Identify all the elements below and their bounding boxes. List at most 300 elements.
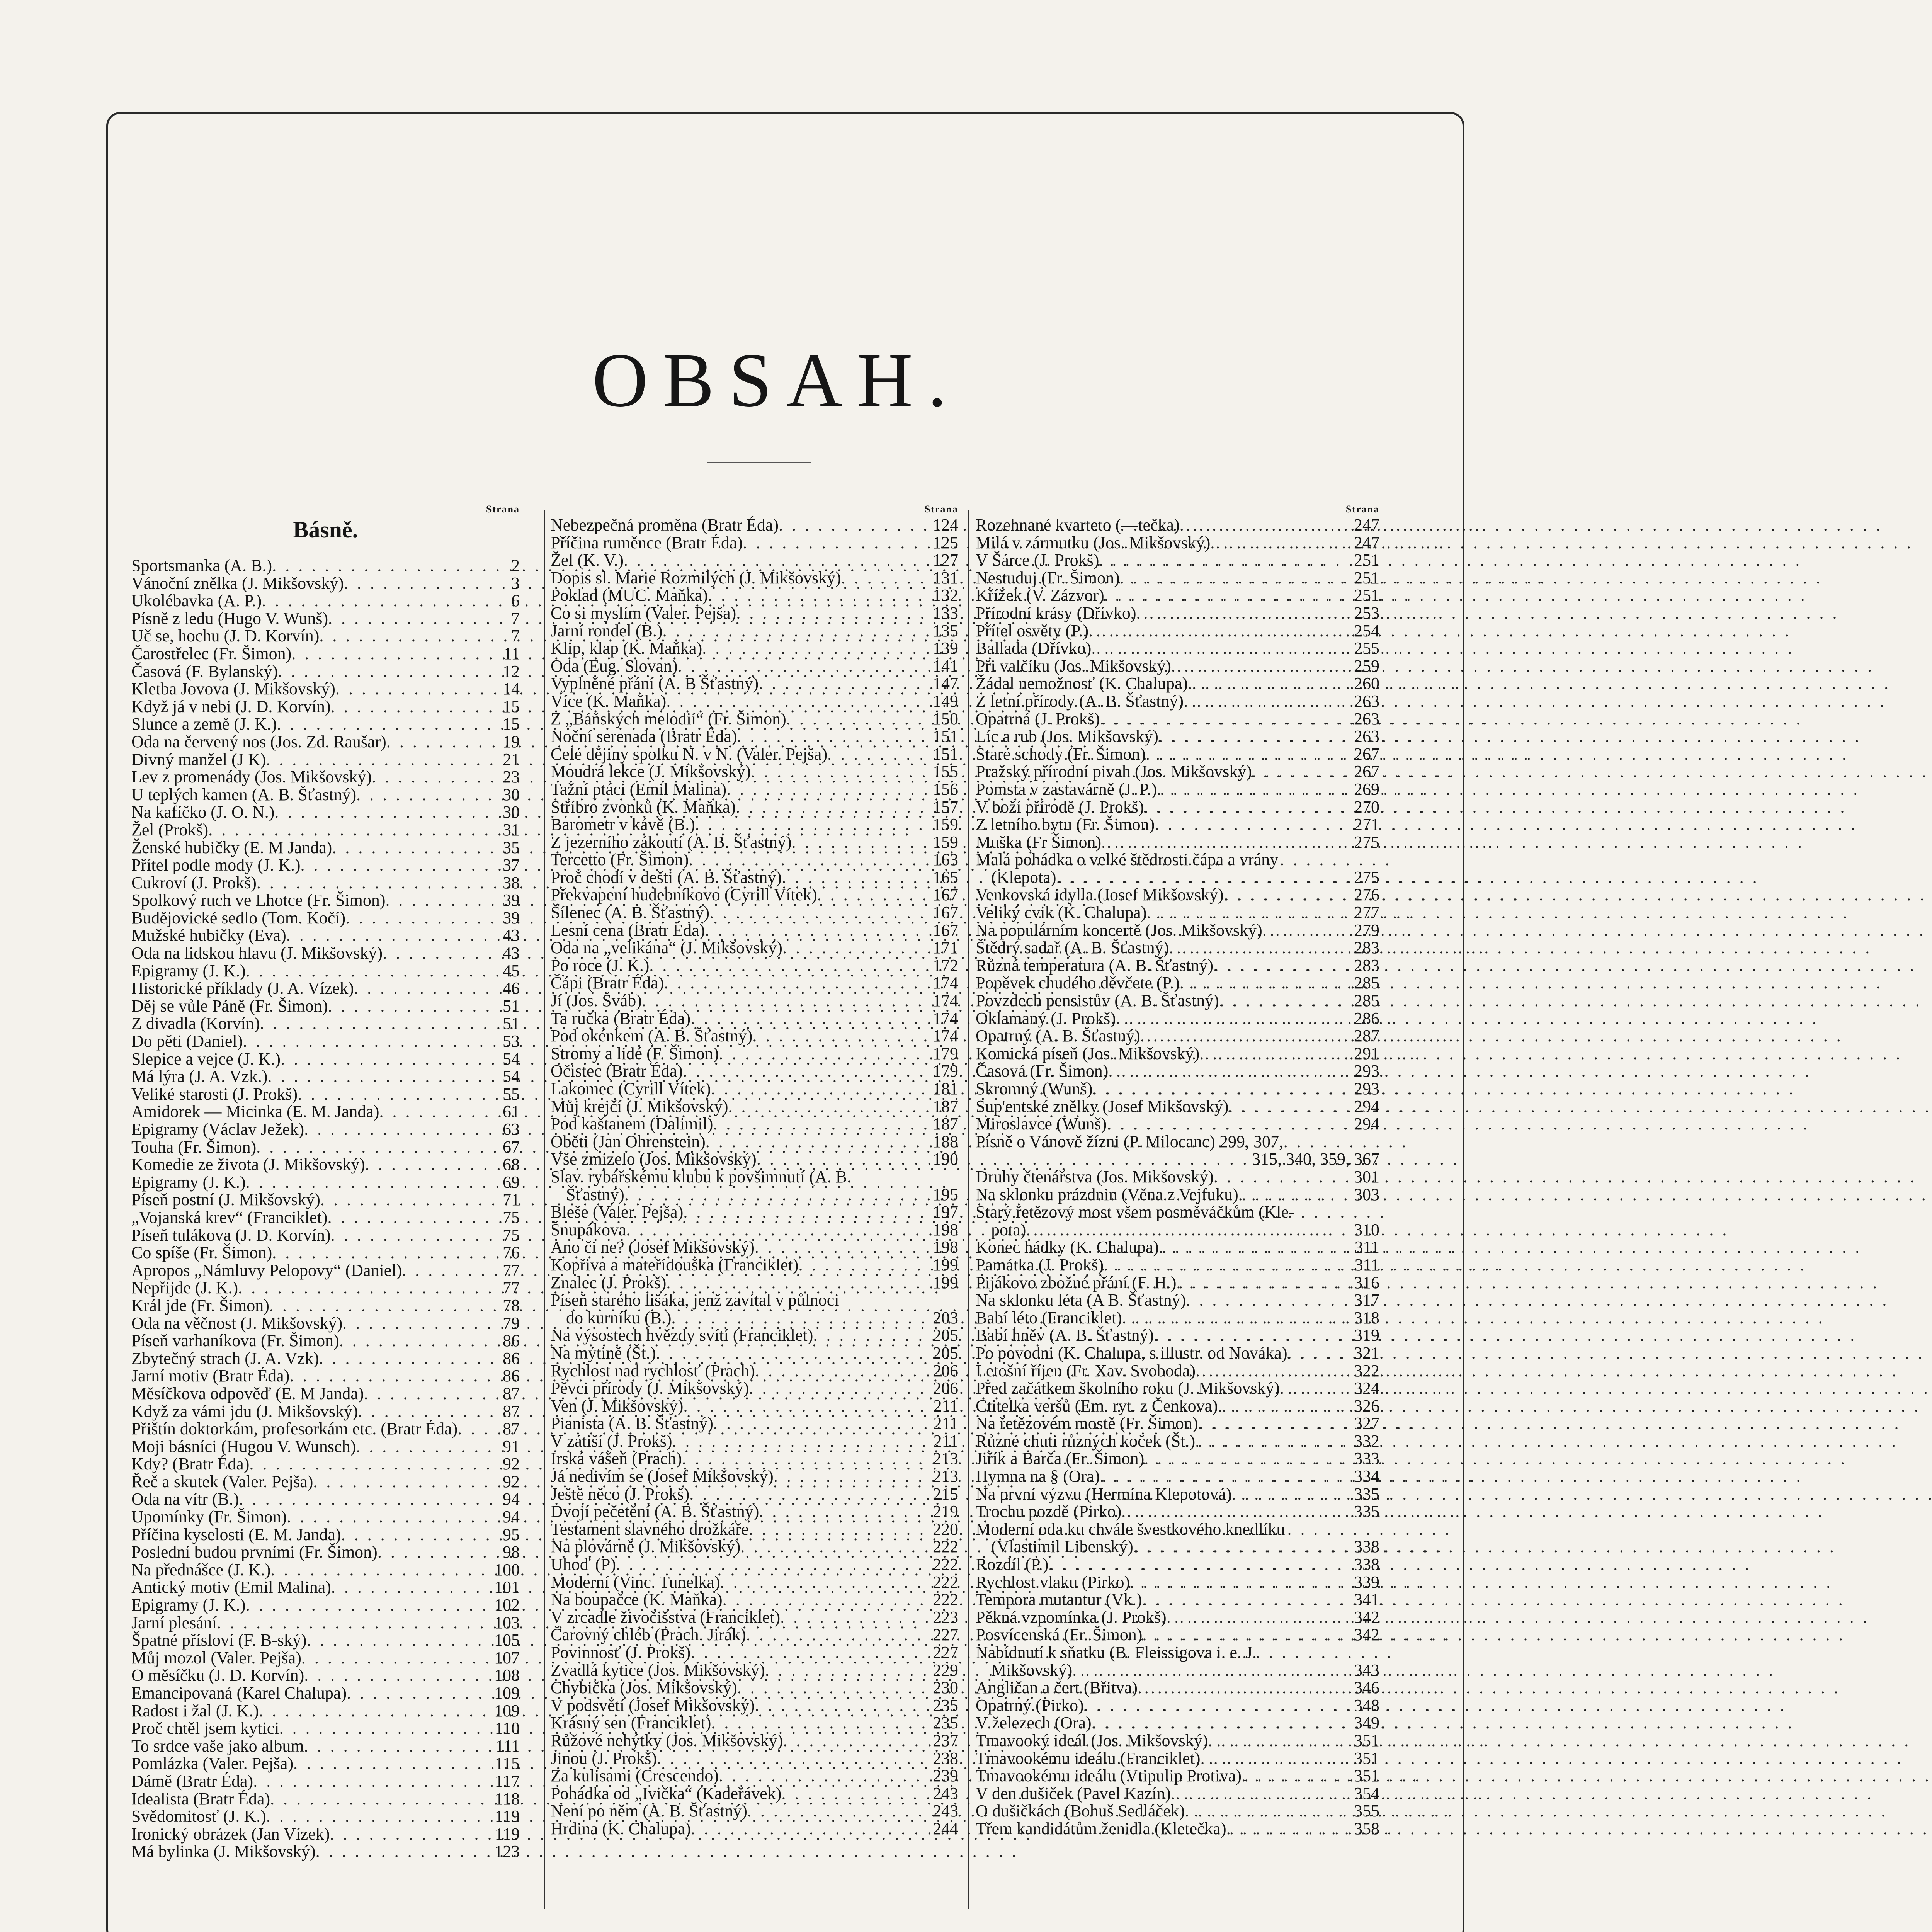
toc-entry-title: Na řetězovém mostě (Fr. Šimon) <box>976 1414 1198 1433</box>
toc-entry <box>131 1667 520 1684</box>
dot-leader <box>1280 1379 1352 1397</box>
toc-entry-title: Popěvek chudého děvčete (P.) <box>976 973 1180 993</box>
toc-entry-page: 255 <box>1354 639 1379 658</box>
toc-entry-page: 279 <box>1354 920 1379 940</box>
toc-entry-page: 61 <box>503 1102 520 1121</box>
toc-entry <box>131 803 520 821</box>
toc-entry <box>551 1415 958 1432</box>
toc-entry-page: 174 <box>933 973 958 993</box>
toc-entry <box>551 1045 958 1063</box>
toc-entry-page: 199 <box>933 1273 958 1292</box>
toc-entry-page: 108 <box>494 1666 520 1685</box>
toc-entry-title: Starý řetězový most všem posměváčkům (Kle- <box>976 1202 1294 1222</box>
toc-entry-title: Skromný (Wunš) <box>976 1079 1093 1098</box>
toc-entry-title: Kopřiva a mateřídouška (Franciklet) <box>551 1255 799 1274</box>
toc-entry-page: 151 <box>933 744 958 764</box>
dot-leader <box>358 1403 500 1420</box>
toc-entry <box>551 1291 958 1309</box>
toc-entry-page: 19 <box>503 732 520 751</box>
dot-leader <box>1154 1327 1352 1344</box>
toc-entry-page: 118 <box>495 1789 520 1808</box>
toc-entry-title: Šílenec (A. B. Šťastný) <box>551 903 710 922</box>
dot-leader <box>749 1379 930 1397</box>
toc-entry-title: Hymna na § (Ora) <box>976 1467 1100 1486</box>
toc-entry-page: 87 <box>503 1401 520 1421</box>
dot-leader <box>293 1755 493 1772</box>
dot-leader <box>287 1508 500 1526</box>
toc-entry <box>551 1626 958 1644</box>
dot-leader <box>624 551 930 569</box>
toc-entry <box>976 1344 1379 1362</box>
toc-entry-page: 87 <box>503 1384 520 1403</box>
dot-leader <box>356 786 500 804</box>
toc-entry <box>976 1609 1379 1626</box>
toc-entry <box>131 1156 520 1173</box>
dot-leader <box>266 751 500 769</box>
toc-entry-page: 324 <box>1354 1379 1379 1398</box>
toc-entry-page: 141 <box>933 656 958 675</box>
toc-entry <box>131 1050 520 1068</box>
toc-entry <box>131 786 520 804</box>
toc-entry-page: 195 <box>933 1185 958 1204</box>
toc-entry <box>131 1596 520 1614</box>
dot-leader <box>281 1050 500 1068</box>
toc-entry-title: Kdy? (Bratr Éda) <box>131 1454 250 1474</box>
toc-entry-page: 115 <box>495 1754 520 1773</box>
dot-leader <box>783 1732 930 1750</box>
toc-entry-title: Ballada (Dřívko) <box>976 639 1092 658</box>
toc-entry-page: 45 <box>503 961 520 980</box>
toc-entry <box>976 939 1379 957</box>
dot-leader <box>1104 587 1352 604</box>
toc-entry-page: 219 <box>933 1502 958 1521</box>
dot-leader <box>841 569 930 587</box>
toc-entry-title: Není po něm (A. B. Šťastný) <box>551 1801 747 1821</box>
toc-entry-title: Píseň starého lišáka, jenž zavítal v půlnoci <box>551 1291 839 1310</box>
toc-entry-page: 11 <box>503 644 520 663</box>
page-column-header: Strana <box>486 503 520 515</box>
toc-entry <box>131 1315 520 1332</box>
toc-entry <box>976 1732 1379 1750</box>
dot-leader <box>711 1080 930 1098</box>
toc-list <box>976 516 1379 1838</box>
toc-entry-page: 54 <box>503 1049 520 1068</box>
toc-entry <box>131 1297 520 1315</box>
toc-entry-page: 94 <box>503 1507 520 1527</box>
toc-entry-title: Když za vámi jdu (J. Mikšovský) <box>131 1401 358 1421</box>
toc-entry-page: 3 <box>511 573 520 593</box>
toc-entry-title: Oda na „velikána“ (J. Mikšovský) <box>551 938 782 957</box>
toc-entry-page: 167 <box>933 920 958 940</box>
toc-entry-title: Radost i žal (J. K.) <box>131 1701 259 1720</box>
toc-entry <box>976 534 1379 552</box>
toc-entry-title: Jí (Jos. Šváb) <box>551 991 642 1010</box>
dot-leader <box>1199 1045 1352 1063</box>
dot-leader <box>328 610 509 628</box>
dot-leader <box>720 1573 930 1591</box>
toc-entry-title: Z letní přírody (A. B. Šťastný) <box>976 691 1184 711</box>
dot-leader <box>1088 622 1352 640</box>
toc-entry <box>131 1226 520 1244</box>
toc-entry-page: 78 <box>503 1296 520 1315</box>
toc-entry-page: 259 <box>1354 656 1379 675</box>
dot-leader <box>1144 798 1352 816</box>
toc-column-3 <box>976 502 1379 1909</box>
toc-entry-page: 244 <box>933 1819 958 1838</box>
toc-entry <box>551 1115 958 1133</box>
toc-entry-title: Posvícenská (Fr. Šimon) <box>976 1625 1143 1645</box>
toc-entry-page: 334 <box>1354 1467 1379 1486</box>
toc-entry <box>131 663 520 680</box>
toc-entry <box>551 1379 958 1397</box>
toc-entry-page: 342 <box>1354 1625 1379 1645</box>
dot-leader <box>246 962 500 980</box>
toc-entry <box>551 1098 958 1116</box>
dot-leader <box>286 927 500 944</box>
toc-entry-page: 174 <box>933 1026 958 1046</box>
dot-leader <box>316 1843 492 1861</box>
toc-entry <box>131 1121 520 1138</box>
dot-leader <box>386 891 501 909</box>
page-column-header: Strana <box>924 503 958 515</box>
toc-entry <box>976 904 1379 922</box>
toc-entry-title: Malá pohádka o velké štědrosti čápa a vrány <box>976 850 1279 869</box>
toc-list <box>551 516 958 1838</box>
toc-entry <box>131 715 520 733</box>
toc-entry <box>131 874 520 892</box>
toc-entry-page: 263 <box>1354 709 1379 728</box>
toc-entry-title: Touha (Fr. Šimon) <box>131 1137 257 1156</box>
toc-entry-title: Moderní (Vinc. Tunelka) <box>551 1572 720 1592</box>
toc-entry <box>131 1332 520 1350</box>
toc-entry-page: 119 <box>495 1807 520 1826</box>
toc-entry-page: 235 <box>933 1713 958 1733</box>
toc-entry <box>551 1344 958 1362</box>
toc-entry-title: Na mýtině (Št.) <box>551 1343 656 1362</box>
dot-leader <box>301 856 500 874</box>
toc-entry <box>551 1750 958 1767</box>
toc-entry-title: Moji básníci (Hugou V. Wunsch) <box>131 1437 356 1456</box>
toc-entry-page: 92 <box>503 1454 520 1474</box>
toc-entry-page: 6 <box>511 591 520 611</box>
toc-entry-page: 197 <box>933 1202 958 1222</box>
toc-entry <box>976 1098 1379 1116</box>
toc-entry-title: Angličan a čert (Břitva) <box>976 1678 1138 1697</box>
toc-entry-page: 131 <box>933 568 958 587</box>
toc-entry-page: 46 <box>503 979 520 998</box>
toc-entry-title: Muška (Fr Šimon) <box>976 832 1102 852</box>
dot-leader <box>249 1455 500 1473</box>
toc-entry <box>976 1256 1379 1274</box>
toc-entry-title: Co si myslím (Valer. Pejša) <box>551 603 736 622</box>
toc-entry-page: 167 <box>933 903 958 922</box>
toc-entry <box>551 1450 958 1468</box>
dot-leader <box>827 745 930 763</box>
dot-leader <box>779 516 930 534</box>
toc-column-2 <box>551 502 958 1909</box>
dot-leader <box>1100 1468 1352 1485</box>
dot-leader <box>383 944 500 962</box>
toc-entry-page: 77 <box>503 1260 520 1280</box>
toc-entry <box>551 1238 958 1256</box>
dot-leader <box>301 1649 492 1667</box>
toc-entry-title: Nestuduj (Fr. Šimon) <box>976 568 1120 587</box>
dot-leader <box>757 1150 930 1168</box>
toc-entry <box>131 1244 520 1262</box>
toc-entry-page: 327 <box>1354 1414 1379 1433</box>
toc-entry <box>131 1279 520 1297</box>
dot-leader <box>1091 639 1352 657</box>
toc-entry-page: 332 <box>1354 1431 1379 1451</box>
dot-leader <box>272 1244 500 1262</box>
dot-leader <box>749 1520 931 1538</box>
toc-entry-page: 54 <box>503 1067 520 1086</box>
toc-entry-title: Oda na lidskou hlavu (J. Mikšovský) <box>131 944 383 963</box>
dot-leader <box>291 645 501 663</box>
toc-entry-title: Znalec (J. Prokš) <box>551 1273 667 1292</box>
toc-entry-title: V železech (Ora) <box>976 1713 1092 1733</box>
dot-leader <box>1120 569 1352 587</box>
toc-entry-page: 7 <box>511 609 520 628</box>
page-column-header: Strana <box>1345 503 1379 515</box>
dot-leader <box>354 980 500 997</box>
toc-entry-title: Pražský přírodní pivah (Jos. Mikšovský) <box>976 762 1252 781</box>
dot-leader <box>335 680 500 698</box>
toc-entry-page: 125 <box>933 533 958 552</box>
toc-entry-title: Mikšovský) <box>991 1660 1073 1680</box>
toc-entry-title: Po roce (J. K.) <box>551 956 650 975</box>
toc-entry-title: Oda (Eug. Slovan) <box>551 656 678 675</box>
toc-entry-page: 222 <box>933 1555 958 1574</box>
dot-leader <box>780 1609 930 1626</box>
dot-leader <box>1228 1098 1352 1116</box>
dot-leader <box>1136 604 1352 622</box>
toc-entry-title: Krásný sen (Franciklet) <box>551 1713 711 1733</box>
dot-leader <box>1140 1027 1352 1045</box>
toc-entry <box>976 622 1379 640</box>
toc-entry <box>131 1438 520 1456</box>
dot-leader <box>1219 992 1352 1010</box>
toc-entry-title: Stromy a lidé (F. Šimon) <box>551 1044 719 1063</box>
dot-leader <box>256 1138 500 1156</box>
toc-entry <box>551 569 958 587</box>
dot-leader <box>683 1397 931 1415</box>
toc-entry <box>131 733 520 751</box>
toc-entry-title: Ven (J. Mikšovský) <box>551 1396 684 1415</box>
toc-entry <box>551 1274 958 1292</box>
toc-entry-title: Slav. rybářskému klubu k povšimnutí (A. B. <box>551 1167 852 1186</box>
dot-leader <box>1196 1362 1352 1380</box>
dot-leader <box>624 1186 930 1204</box>
toc-entry <box>976 1133 1379 1151</box>
toc-entry-title: Řeč a skutek (Valer. Pejša) <box>131 1472 313 1491</box>
toc-entry-title: Příčina kyselosti (E. M. Janda) <box>131 1525 341 1544</box>
dot-leader <box>262 592 509 610</box>
toc-entry-title: Antický motiv (Emil Malina) <box>131 1578 331 1597</box>
toc-entry-title: Příčina ruměnce (Bratr Éda) <box>551 533 743 552</box>
dot-leader <box>344 575 509 592</box>
toc-entry <box>131 1209 520 1226</box>
dot-leader <box>1208 1732 1352 1750</box>
toc-entry <box>976 1591 1379 1609</box>
toc-entry <box>976 1485 1379 1503</box>
dot-leader <box>379 1103 500 1121</box>
toc-entry-page: 119 <box>495 1824 520 1844</box>
toc-entry <box>551 939 958 957</box>
toc-entry-title: Slunce a země (J. K.) <box>131 714 277 734</box>
toc-entry-page: 291 <box>1354 1044 1379 1063</box>
toc-entry-title: Trochu pozdě (Pirko) <box>976 1502 1122 1521</box>
toc-entry-title: Má lýra (J. A. Vzk.) <box>131 1067 268 1086</box>
dot-leader <box>372 768 500 786</box>
toc-entry-page: 179 <box>933 1061 958 1081</box>
toc-entry <box>131 821 520 839</box>
toc-entry-page: 238 <box>933 1748 958 1768</box>
toc-entry-title: Mužské hubičky (Eva) <box>131 926 286 945</box>
toc-entry-title: Rychlost vlaku (Pirko) <box>976 1572 1130 1592</box>
toc-entry-title: Staré schody (Fr. Šimon) <box>976 744 1146 764</box>
toc-entry-page: 335 <box>1354 1484 1379 1503</box>
toc-entry <box>131 1631 520 1649</box>
toc-entry <box>131 1702 520 1720</box>
toc-entry-page: 39 <box>503 908 520 927</box>
toc-entry-title: pota) <box>991 1220 1026 1239</box>
dot-leader <box>683 1203 930 1221</box>
dot-leader <box>272 557 509 575</box>
toc-entry-title: Rychlost nad rychlosť (Prach) <box>551 1361 755 1380</box>
toc-entry-page: 91 <box>503 1437 520 1456</box>
toc-entry-title: Jarní motiv (Bratr Éda) <box>131 1366 290 1386</box>
toc-entry-title: (Klepota) <box>991 867 1056 887</box>
dot-leader <box>705 922 930 939</box>
toc-entry-page: 235 <box>933 1696 958 1715</box>
dot-leader <box>331 1578 492 1596</box>
toc-entry <box>131 1578 520 1596</box>
dot-leader <box>1213 957 1352 975</box>
dot-leader <box>1142 1591 1352 1609</box>
dot-leader <box>709 904 930 922</box>
toc-entry-title: Šnupákova <box>551 1220 626 1239</box>
toc-entry-page: 94 <box>503 1490 520 1509</box>
toc-entry-page: 263 <box>1354 691 1379 711</box>
dot-leader <box>1176 1274 1352 1292</box>
dot-leader <box>1242 1767 1352 1785</box>
toc-entry-page: 30 <box>503 803 520 822</box>
toc-entry-page: 243 <box>933 1801 958 1821</box>
toc-entry <box>551 1714 958 1732</box>
dot-leader <box>664 974 930 992</box>
dot-leader <box>1121 1503 1352 1520</box>
toc-entry-title: Sup'entské znělky (Josef Mikšovský) <box>976 1097 1229 1116</box>
dot-leader <box>656 1344 930 1362</box>
toc-entry-page: 98 <box>503 1543 520 1562</box>
toc-entry <box>551 1062 958 1080</box>
toc-entry-title: Opatrná (J. Prokš) <box>976 709 1100 728</box>
toc-entry-page: 188 <box>933 1132 958 1151</box>
toc-entry-page: 79 <box>503 1313 520 1333</box>
toc-entry <box>131 1103 520 1121</box>
toc-entry-title: Třem kandidátům ženidla (Kletečka) <box>976 1819 1226 1838</box>
toc-entry <box>976 816 1379 833</box>
toc-entry <box>551 1221 958 1239</box>
toc-entry <box>976 1379 1379 1397</box>
toc-entry-page: 171 <box>933 938 958 957</box>
dot-leader <box>678 657 930 675</box>
dot-leader <box>339 1332 500 1350</box>
dot-leader <box>266 1808 493 1825</box>
toc-entry <box>551 1767 958 1785</box>
toc-entry-title: Na sklonku léta (A B. Šťastný) <box>976 1291 1186 1310</box>
toc-entry-page: 156 <box>933 779 958 799</box>
toc-entry-title: Pomlázka (Valer. Pejša) <box>131 1754 294 1773</box>
toc-entry-title: V Šárce (J. Prokš) <box>976 551 1099 570</box>
toc-entry-page: 132 <box>933 586 958 605</box>
toc-entry-page: 107 <box>494 1648 520 1667</box>
toc-entry-page: 150 <box>933 709 958 728</box>
toc-entry-title: Po povodni (K. Chalupa, s illustr. od Nováka) <box>976 1343 1287 1362</box>
toc-entry-title: Oda na věčnost (J. Mikšovský) <box>131 1313 343 1333</box>
toc-entry-page: 76 <box>503 1243 520 1262</box>
toc-entry <box>976 551 1379 569</box>
dot-leader <box>274 803 500 821</box>
dot-leader <box>1144 1450 1352 1468</box>
toc-entry <box>131 680 520 698</box>
toc-entry <box>976 1785 1379 1803</box>
dot-leader <box>1142 1626 1352 1644</box>
toc-entry-title: Zvadlá kytice (Jos. Mikšovský) <box>551 1660 765 1680</box>
toc-entry-page: 190 <box>933 1150 958 1169</box>
toc-entry-page: 23 <box>503 767 520 787</box>
toc-entry <box>131 891 520 909</box>
toc-entry <box>976 1115 1379 1133</box>
toc-entry-title: Ano či ne? (Josef Mikšovský) <box>551 1238 755 1257</box>
dot-leader <box>1188 675 1352 692</box>
toc-entry <box>551 1802 958 1820</box>
toc-entry-title: Časová (F. Bylanský) <box>131 662 278 681</box>
dot-leader <box>327 1209 500 1226</box>
toc-entry <box>131 927 520 944</box>
toc-entry <box>131 1138 520 1156</box>
toc-entry <box>131 1737 520 1755</box>
dot-leader <box>457 1420 500 1438</box>
toc-entry-page: 213 <box>933 1467 958 1486</box>
toc-entry-title: Pijákovo zbožné přání (F. H.) <box>976 1273 1177 1292</box>
dot-leader <box>1100 710 1352 728</box>
toc-entry-page: 263 <box>1354 727 1379 746</box>
dot-leader <box>345 909 500 927</box>
toc-entry-page: 102 <box>494 1595 520 1615</box>
dot-leader <box>1104 1256 1352 1274</box>
dot-leader <box>402 1262 500 1279</box>
toc-entry-title: Špatné přísloví (F. B-ský) <box>131 1631 307 1650</box>
toc-entry-page: 303 <box>1354 1185 1379 1204</box>
toc-entry <box>976 675 1379 692</box>
toc-entry <box>551 1432 958 1450</box>
toc-entry-title: Čarostřelec (Fr. Šimon) <box>131 644 292 663</box>
dot-leader <box>798 1256 930 1274</box>
toc-entry-page: 37 <box>503 855 520 875</box>
dot-leader <box>755 1362 930 1380</box>
toc-entry <box>976 1802 1379 1820</box>
toc-entry-page: 276 <box>1354 885 1379 905</box>
toc-entry-title: Nepřijde (J. K.) <box>131 1278 238 1298</box>
toc-entry-page: 326 <box>1354 1396 1379 1415</box>
toc-entry <box>131 1808 520 1825</box>
toc-entry-page: 7 <box>511 626 520 646</box>
toc-entry <box>131 1490 520 1508</box>
dot-leader <box>270 1561 492 1579</box>
toc-entry-page: 339 <box>1354 1572 1379 1592</box>
